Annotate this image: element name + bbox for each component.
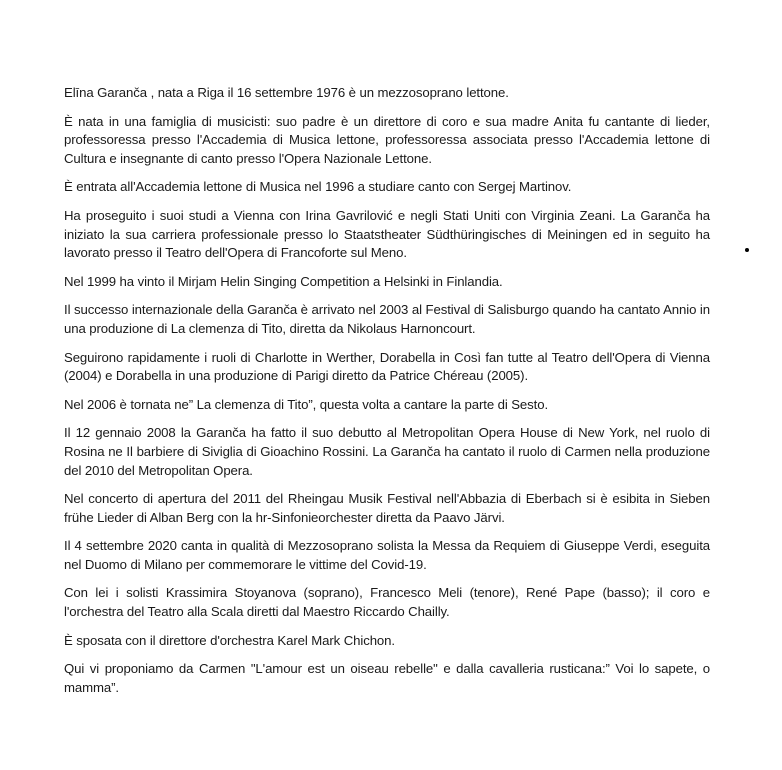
paragraph-academy: È entrata all'Accademia lettone di Musica nel 1996 a studiare canto con Sergej Martinov. xyxy=(64,179,572,195)
paragraph-soloists: Con lei i solisti Krassimira Stoyanova (soprano), Francesco Meli (tenore), René Pape (basso); il coro e l'orchestra del Teatro alla Scala diretti dal Maestro Riccardo Chailly. xyxy=(64,585,710,620)
paragraph-competition: Nel 1999 ha vinto il Mirjam Helin Singing Competition a Helsinki in Finlandia. xyxy=(64,273,503,289)
paragraph-family: È nata in una famiglia di musicisti: suo padre è un direttore di coro e sua madre Anita fu cantante di lieder, professoressa presso l'Accademia di Musica lettone, professoressa associata presso l'Accademia lettone di Cultura e insegnante di canto presso l'Opera Nazionale Lettone. xyxy=(64,113,710,166)
paragraph-requiem: Il 4 settembre 2020 canta in qualità di Mezzosoprano solista la Messa da Requiem di Giuseppe Verdi, eseguita nel Duomo di Milano per commemorare le vittime del Covid-19. xyxy=(64,538,710,572)
paragraph-clemenza: Nel 2006 è tornata ne” La clemenza di Tito”, questa volta a cantare la parte di Sesto. xyxy=(64,396,549,412)
paragraph-studies: Ha proseguito i suoi studi a Vienna con Irina Gavrilović e negli Stati Uniti con Virginia Zeani. La Garanča ha iniziato la sua carriera professionale presso lo Staatstheater Südthüringisches di Meiningen ed in seguito ha lavorato presso il Teatro dell'Opera di Francoforte sul Meno. xyxy=(64,207,710,261)
paragraph-roles: Seguirono rapidamente i ruoli di Charlotte in Werther, Dorabella in Così fan tutte al Teatro dell'Opera di Vienna (2004) e Dorabella in una produzione di Parigi diretto da Patrice Chéreau (2005). xyxy=(64,349,710,384)
paragraph-intro: Elīna Garanča , nata a Riga il 16 settembre 1976 è un mezzosoprano lettone. xyxy=(64,85,509,100)
paragraph-married: È sposata con il direttore d'orchestra Karel Mark Chichon. xyxy=(64,632,395,648)
stray-dot-mark xyxy=(745,248,749,252)
paragraph-proposal: Qui vi proponiamo da Carmen "L'amour est un oiseau rebelle" e dalla cavalleria rusticana:” Voi lo sapete, o mamma”. xyxy=(64,661,710,695)
paragraph-met-debut: Il 12 gennaio 2008 la Garanča ha fatto il suo debutto al Metropolitan Opera House di New York, nel ruolo di Rosina ne Il barbiere di Siviglia di Gioachino Rossini. La Garanča ha cantato il ruolo di Carmen nella produzione del 2010 del Metropolitan Opera. xyxy=(64,425,710,478)
paragraph-rheingau: Nel concerto di apertura del 2011 del Rheingau Musik Festival nell'Abbazia di Eberbach si è esibita in Sieben frühe Lieder di Alban Berg con la hr-Sinfonieorchester diretta da Paavo Järvi. xyxy=(64,491,710,525)
document-body xyxy=(64,84,710,707)
paragraph-salzburg: Il successo internazionale della Garanča è arrivato nel 2003 al Festival di Salisburgo quando ha cantato Annio in una produzione di La clemenza di Tito, diretta da Nikolaus Harnoncourt. xyxy=(64,302,710,336)
